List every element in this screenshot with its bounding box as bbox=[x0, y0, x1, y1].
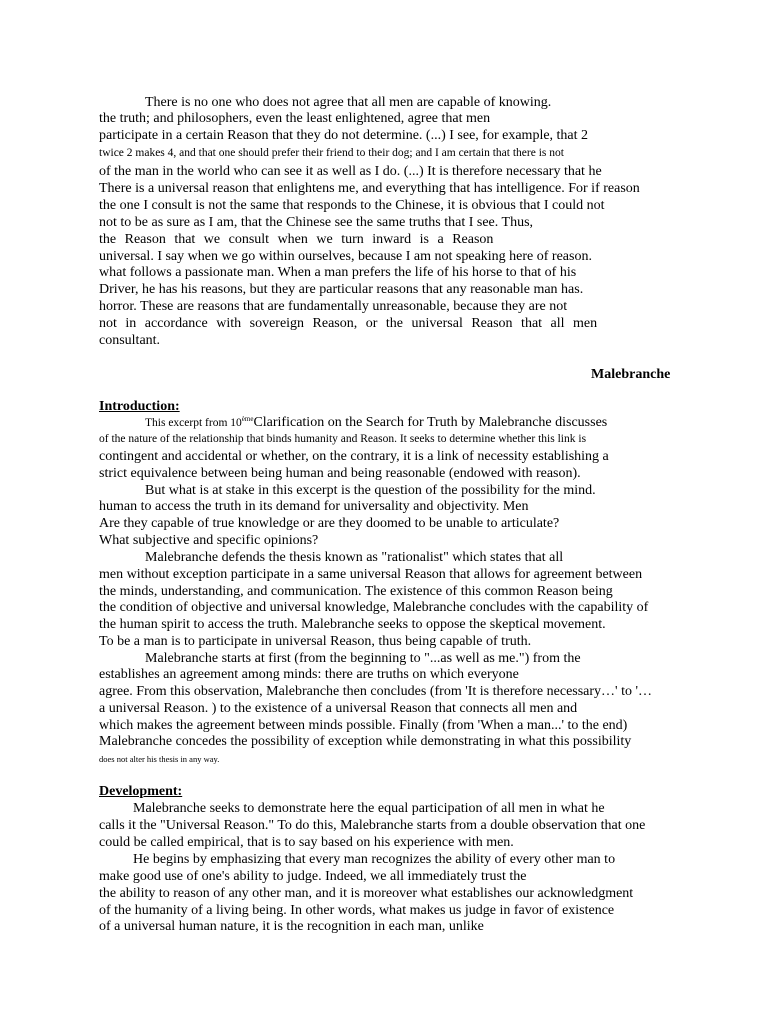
introduction-line: a universal Reason. ) to the existence of a universal Reason that connects all men and bbox=[99, 701, 578, 716]
introduction-line: the minds, understanding, and communication. The existence of this common Reason being bbox=[99, 584, 613, 599]
introduction-line: establishes an agreement among minds: there are truths on which everyone bbox=[99, 667, 519, 682]
quote-line: what follows a passionate man. When a man prefers the life of his horse to that of his bbox=[99, 265, 577, 280]
quote-line: the truth; and philosophers, even the least enlightened, agree that men bbox=[99, 111, 491, 126]
introduction-line: the condition of objective and universal knowledge, Malebranche concludes with the capability of bbox=[99, 600, 649, 615]
intro-line1-rest: Clarification on the Search for Truth by Malebranche discusses bbox=[253, 415, 608, 430]
introduction-line: human to access the truth in its demand for universality and objectivity. Men bbox=[99, 499, 529, 514]
quote-line: the one I consult is not the same that responds to the Chinese, it is obvious that I could not bbox=[99, 198, 605, 213]
development-line: of the humanity of a living being. In other words, what makes us judge in favor of existence bbox=[99, 903, 615, 918]
quote-line: not in accordance with sovereign Reason, or the universal Reason that all men bbox=[99, 316, 598, 331]
development-line: Malebranche seeks to demonstrate here the equal participation of all men in what he bbox=[133, 801, 605, 816]
introduction-line: which makes the agreement between minds possible. Finally (from 'When a man...' to the end) bbox=[99, 718, 628, 733]
introduction-line: Malebranche defends the thesis known as "rationalist" which states that all bbox=[145, 550, 564, 565]
introduction-line: agree. From this observation, Malebranche then concludes (from 'It is therefore necessary…' to '… bbox=[99, 684, 652, 699]
quote-author: Malebranche bbox=[591, 367, 671, 382]
introduction-line: To be a man is to participate in universal Reason, thus being capable of truth. bbox=[99, 634, 532, 649]
introduction-line: strict equivalence between being human and being reasonable (endowed with reason). bbox=[99, 466, 581, 481]
quote-line: consultant. bbox=[99, 333, 161, 348]
introduction-line: Malebranche starts at first (from the beginning to "...as well as me.") from the bbox=[145, 651, 581, 666]
quote-line: universal. I say when we go within ourselves, because I am not speaking here of reason. bbox=[99, 249, 592, 264]
introduction-line: What subjective and specific opinions? bbox=[99, 533, 319, 548]
development-line: He begins by emphasizing that every man recognizes the ability of every other man to bbox=[133, 852, 616, 867]
introduction-line: contingent and accidental or whether, on the contrary, it is a link of necessity establishing a bbox=[99, 449, 609, 464]
introduction-line: does not alter his thesis in any way. bbox=[99, 754, 220, 764]
development-line: could be called empirical, that is to say based on his experience with men. bbox=[99, 835, 514, 850]
quote-line: the Reason that we consult when we turn inward is a Reason bbox=[99, 232, 494, 247]
quote-line: of the man in the world who can see it as well as I do. (...) It is therefore necessary that he bbox=[99, 164, 602, 179]
development-line: the ability to reason of any other man, and it is moreover what establishes our acknowledgment bbox=[99, 886, 634, 901]
introduction-line bbox=[145, 414, 607, 432]
development-line: of a universal human nature, it is the recognition in each man, unlike bbox=[99, 919, 484, 934]
introduction-line: Malebranche concedes the possibility of exception while demonstrating in what this possibility bbox=[99, 734, 632, 749]
quote-line: participate in a certain Reason that they do not determine. (...) I see, for example, that 2 bbox=[99, 128, 589, 143]
intro-line1-prefix: This excerpt from 10 bbox=[145, 417, 242, 429]
development-heading: Development: bbox=[99, 784, 183, 799]
introduction-line: Are they capable of true knowledge or are they doomed to be unable to articulate? bbox=[99, 516, 560, 531]
introduction-line: of the nature of the relationship that binds humanity and Reason. It seeks to determine whether this link is bbox=[99, 433, 587, 445]
introduction-line: But what is at stake in this excerpt is the question of the possibility for the mind. bbox=[145, 483, 596, 498]
development-line: calls it the "Universal Reason." To do this, Malebranche starts from a double observation that one bbox=[99, 818, 646, 833]
quote-line: There is a universal reason that enlightens me, and everything that has intelligence. For if reason bbox=[99, 181, 640, 196]
quote-line: There is no one who does not agree that all men are capable of knowing. bbox=[145, 95, 552, 110]
quote-line: Driver, he has his reasons, but they are particular reasons that any reasonable man has. bbox=[99, 282, 584, 297]
quote-line: twice 2 makes 4, and that one should prefer their friend to their dog; and I am certain that there is not bbox=[99, 147, 564, 159]
quote-line: horror. These are reasons that are fundamentally unreasonable, because they are not bbox=[99, 299, 568, 314]
introduction-heading: Introduction: bbox=[99, 399, 180, 414]
intro-line1-superscript: ème bbox=[241, 415, 254, 423]
introduction-line: the human spirit to access the truth. Malebranche seeks to oppose the skeptical movement. bbox=[99, 617, 606, 632]
development-line: make good use of one's ability to judge. Indeed, we all immediately trust the bbox=[99, 869, 527, 884]
introduction-line: men without exception participate in a same universal Reason that allows for agreement between bbox=[99, 567, 643, 582]
quote-line: not to be as sure as I am, that the Chinese see the same truths that I see. Thus, bbox=[99, 215, 534, 230]
